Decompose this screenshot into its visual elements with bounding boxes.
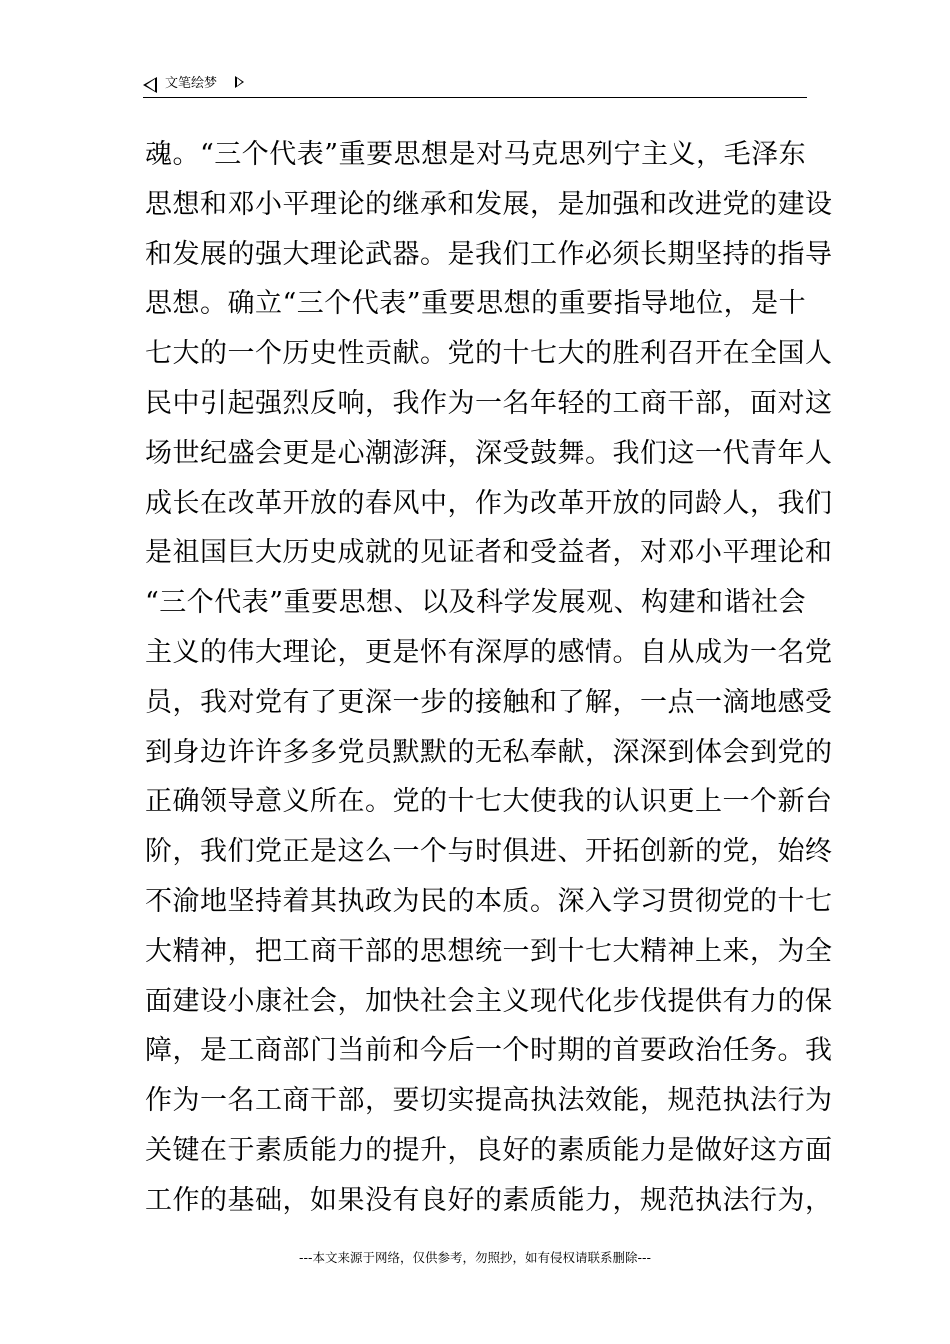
text-line: 障，是工商部门当前和今后一个时期的首要政治任务。我 (145, 1035, 833, 1067)
text-line: 是祖国巨大历史成就的见证者和受益者，对邓小平理论和 (145, 537, 833, 569)
text-line: 不渝地坚持着其执政为民的本质。深入学习贯彻党的十七 (145, 885, 833, 917)
text-line: “三个代表”重要思想、以及科学发展观、构建和谐社会 (145, 587, 807, 619)
left-triangle-icon (143, 77, 157, 93)
text-line: 面建设小康社会，加快社会主义现代化步伐提供有力的保 (145, 985, 833, 1017)
text-line: 成长在改革开放的春风中，作为改革开放的同龄人，我们 (145, 487, 833, 519)
text-line: 民中引起强烈反响，我作为一名年轻的工商干部，面对这 (145, 387, 833, 419)
text-line: 员，我对党有了更深一步的接触和了解，一点一滴地感受 (145, 686, 833, 718)
footer-disclaimer: ---本文来源于网络，仅供参考，勿照抄，如有侵权请联系删除--- (298, 1250, 652, 1265)
text-line: 思想。确立“三个代表”重要思想的重要指导地位，是十 (145, 288, 807, 320)
page-header (143, 74, 807, 96)
text-line: 场世纪盛会更是心潮澎湃，深受鼓舞。我们这一代青年人 (145, 437, 833, 469)
header-title: 文笔绘梦 (165, 76, 218, 91)
text-line: 工作的基础，如果没有良好的素质能力，规范执法行为， (145, 1184, 833, 1216)
text-line: 正确领导意义所在。党的十七大使我的认识更上一个新台 (145, 786, 833, 818)
body-text (145, 130, 833, 1226)
text-line: 到身边许许多多党员默默的无私奉献，深深到体会到党的 (145, 736, 833, 768)
text-line: 七大的一个历史性贡献。党的十七大的胜利召开在全国人 (145, 338, 833, 370)
right-triangle-icon (235, 76, 244, 88)
text-line: 关键在于素质能力的提升，良好的素质能力是做好这方面 (145, 1134, 833, 1166)
text-line: 主义的伟大理论，更是怀有深厚的感情。自从成为一名党 (145, 636, 833, 668)
text-line: 思想和邓小平理论的继承和发展，是加强和改进党的建设 (145, 188, 833, 220)
text-line: 和发展的强大理论武器。是我们工作必须长期坚持的指导 (145, 238, 833, 270)
text-line: 作为一名工商干部，要切实提高执法效能，规范执法行为 (145, 1085, 833, 1117)
header-divider (143, 97, 807, 98)
text-line: 大精神，把工商干部的思想统一到十七大精神上来，为全 (145, 935, 833, 967)
text-line: 阶，我们党正是这么一个与时俱进、开拓创新的党，始终 (145, 836, 833, 868)
text-line: 魂。“三个代表”重要思想是对马克思列宁主义，毛泽东 (145, 139, 807, 170)
